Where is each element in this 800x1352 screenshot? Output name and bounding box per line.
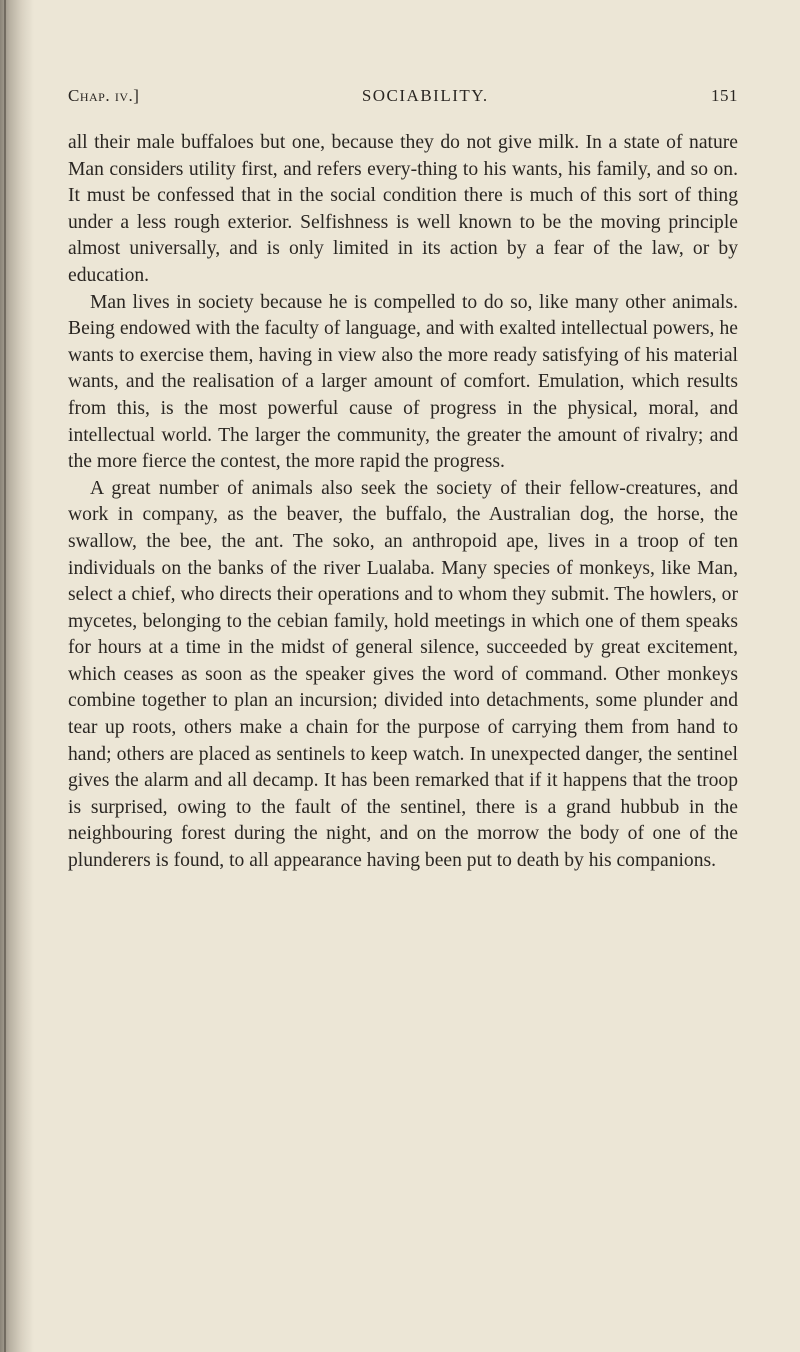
paragraph-society: Man lives in society because he is compelled to do so, like many other animals. Being endowed with the faculty of language, and with exalted intellectual powers, he wants to exercise them, having in view also the more ready satisfying of his material wants, and the realisation of a larger amount of comfort. Emulation, which results from this, is the most powerful cause of progress in the physical, moral, and intellectual world. The larger the community, the greater the amount of rivalry; and the more fierce the contest, the more rapid the progress.: [68, 291, 738, 473]
paragraph-continuation: all their male buffaloes but one, because they do not give milk. In a state of nature Man considers utility first, and refers every-thing to his wants, his family, and so on. It must be confessed that in the social condition there is much of this sort of thing under a less rough exterior. Selfishness is well known to be the moving principle almost universally, and is only limited in its action by a fear of the law, or by education.: [68, 132, 738, 286]
chapter-label: Chap. iv.]: [68, 86, 140, 105]
section-title: SOCIABILITY.: [361, 86, 489, 105]
running-head: [68, 86, 738, 106]
book-page: [68, 86, 738, 875]
page-number: 151: [710, 86, 738, 105]
binding-edge: [4, 0, 6, 1352]
paragraph-animals: A great number of animals also seek the society of their fellow-creatures, and work in company, as the beaver, the buffalo, the Australian dog, the horse, the swallow, the bee, the ant. The soko, an anthropoid ape, lives in a troop of ten individuals on the banks of the river Lualaba. Many species of monkeys, like Man, select a chief, who directs their operations and to whom they submit. The howlers, or mycetes, belonging to the cebian family, hold meetings in which one of them speaks for hours at a time in the midst of general silence, succeeded by great excitement, which ceases as soon as the speaker gives the word of command. Other monkeys combine together to plan an incursion; divided into detachments, some plunder and tear up roots, others make a chain for the purpose of carrying them from hand to hand; others are placed as sentinels to keep watch. In unexpected danger, the sentinel gives the alarm and all decamp. It has been remarked that if it happens that the troop is surprised, owing to the fault of the sentinel, there is a grand hubbub in the neighbouring forest during the night, and on the morrow the body of one of the plunderers is found, to all appearance having been put to death by his companions.: [68, 477, 738, 872]
